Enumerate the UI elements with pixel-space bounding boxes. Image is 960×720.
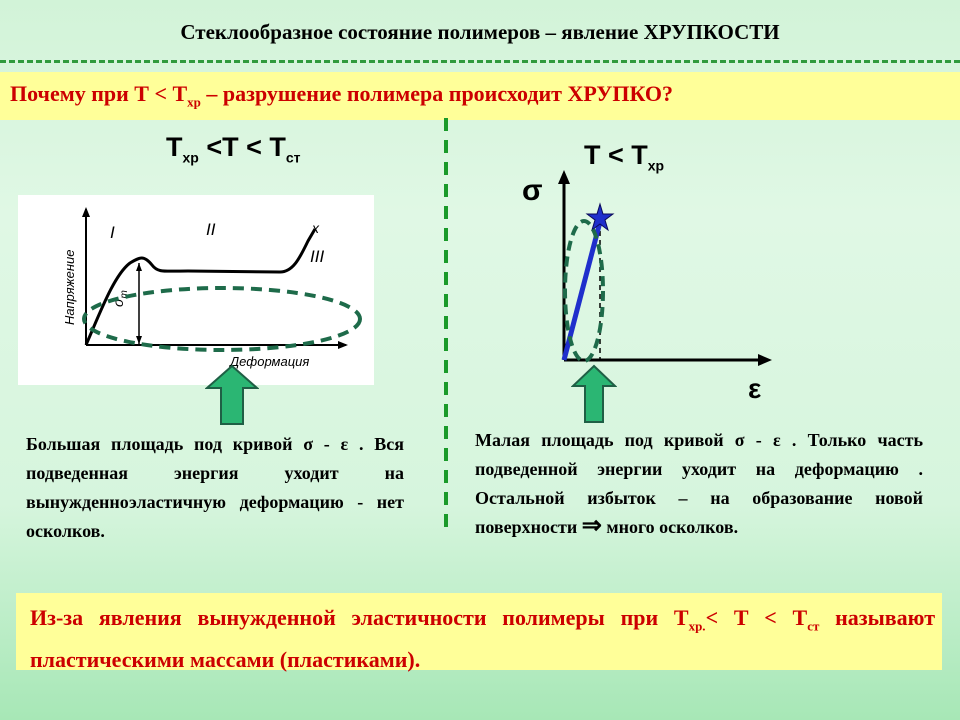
question-text: Почему при $Т < Т_{хр}$ – разрушение полимера происходит ХРУПКО? [10,81,674,110]
epsilon-axis-label: ε [748,373,762,404]
right-up-arrow-icon [571,364,617,424]
implies-arrow-icon: ⇒ [581,513,602,539]
right-explanation: Малая площадь под кривой σ - ε . Только часть подведенной энергии уходит на деформацию . Остальной избыток – на образование новой поверхности ⇒ много осколков. [475,430,923,539]
title-divider [0,60,960,63]
right-temperature-condition: $Т < Т_{хр}$ [584,140,665,174]
stress-strain-curve [86,229,315,345]
y-axis-title: Напряжение [62,249,77,325]
x-axis-arrow [338,341,348,349]
left-explanation: Большая площадь под кривой σ - ε . Вся подведенная энергия уходит на вынужденноэластичную деформацию - нет осколков. [26,434,404,541]
conclusion-text: Из-за явления вынужденной эластичности полимеры при $Т_{хр.}< Т < Т_{ст}$ называют пластическими массами (пластиками). [30,605,935,673]
left-temperature-condition: $Т_{хр} <Т < Т_{ст}$ [166,132,301,166]
sigma-axis-label: σ [522,174,543,207]
y-axis-arrow [82,207,90,217]
left-up-arrow-icon [205,364,259,426]
slide-title: Стеклообразное состояние полимеров – явление ХРУПКОСТИ [180,20,780,44]
stress-strain-graph [18,195,374,385]
brittle-stress-strain-graph [500,160,800,410]
fracture-mark: x [312,220,319,236]
yield-stress-label: $\sigma_т$ [110,290,130,307]
region-label-i: I [110,223,115,242]
region-label-ii: II [206,220,216,239]
region-label-iii: III [310,247,325,266]
x-axis-title: Деформация [230,354,310,369]
